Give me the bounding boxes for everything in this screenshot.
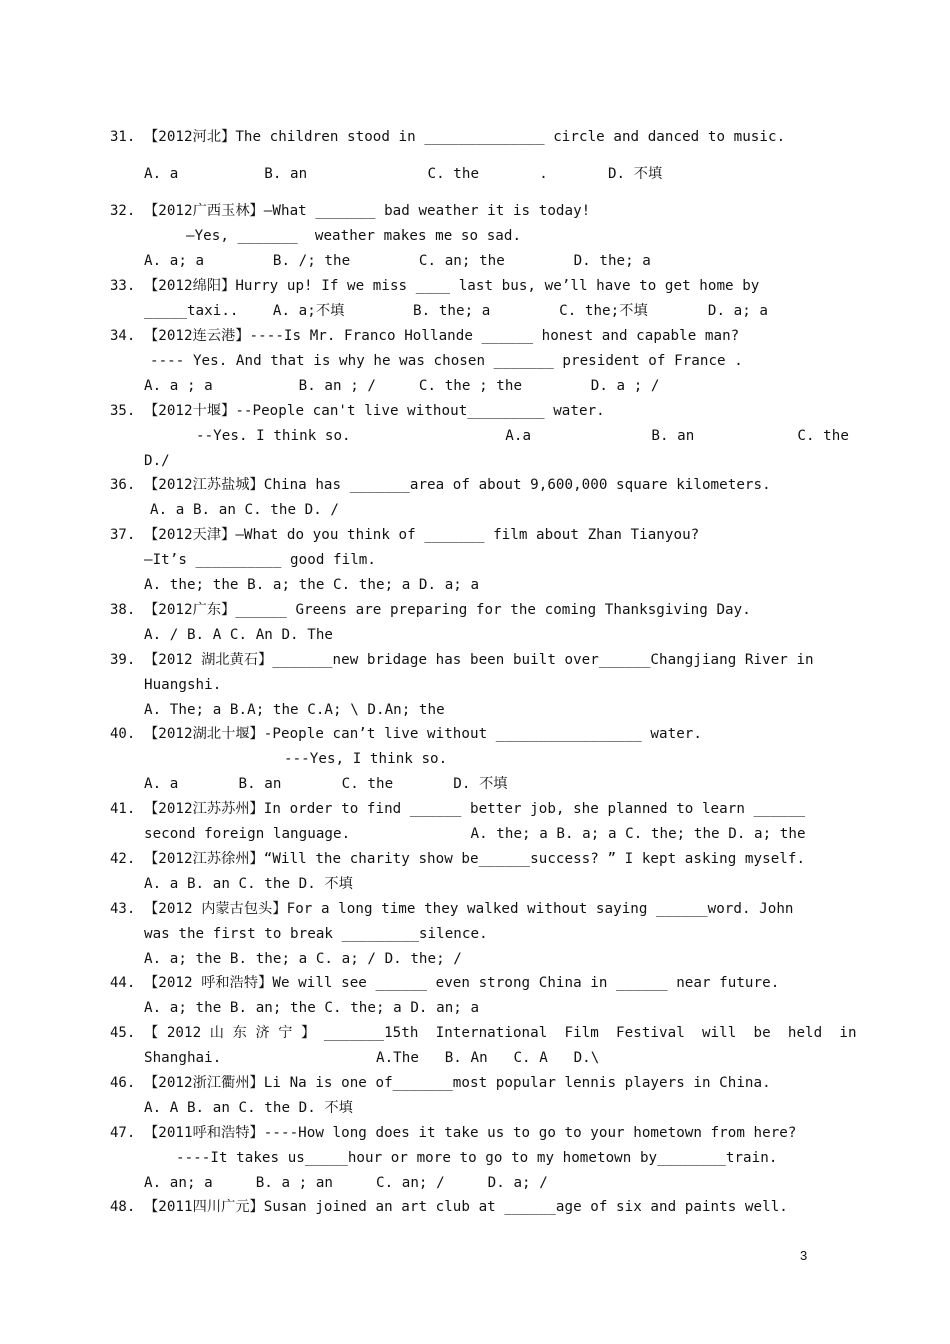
- question-number: 41.: [110, 801, 136, 817]
- question-text: 【2012河北】The children stood in ______________ circle and danced to music.: [144, 129, 786, 145]
- question-text: 【2012天津】—What do you think of _______ film about Zhan Tianyou?: [144, 527, 700, 543]
- question-line: Shanghai. A.The B. An C. A D.\: [144, 1050, 600, 1066]
- question-line: A. a; a B. /; the C. an; the D. the; a: [144, 253, 651, 269]
- question-text: 【2012广东】______ Greens are preparing for the coming Thanksgiving Day.: [144, 602, 751, 618]
- question-number: 39.: [110, 652, 136, 668]
- question-line: A. the; the B. a; the C. the; a D. a; a: [144, 577, 480, 593]
- question-text: 【2012湖北十堰】-People can’t live without _________________ water.: [144, 726, 702, 742]
- question-line: D./: [144, 453, 170, 469]
- question-number: 45.: [110, 1025, 136, 1041]
- question-line: A. a; the B. an; the C. the; a D. an; a: [144, 1000, 480, 1016]
- question-line: was the first to break _________silence.: [144, 926, 488, 942]
- question-number: 38.: [110, 602, 136, 618]
- question-number: 40.: [110, 726, 136, 742]
- question-line: A. The; a B.A; the C.A; \ D.An; the: [144, 702, 445, 718]
- question-line: A. a ; a B. an ; / C. the ; the D. a ; /: [144, 378, 660, 394]
- question-number: 32.: [110, 203, 136, 219]
- question-line: A. a B. an C. the . D. 不填: [144, 166, 663, 182]
- question-line: —Yes, _______ weather makes me so sad.: [186, 228, 522, 244]
- question-line: A. an; a B. a ; an C. an; / D. a; /: [144, 1175, 548, 1191]
- question-line: _____taxi.. A. a;不填 B. the; a C. the;不填 D. a; a: [144, 303, 768, 319]
- question-number: 48.: [110, 1199, 136, 1215]
- question-text: 【2012江苏徐州】“Will the charity show be______success? ” I kept asking myself.: [144, 851, 806, 867]
- question-line: ---Yes, I think so.: [284, 751, 448, 767]
- question-text: 【2012 湖北黄石】_______new bridage has been built over______Changjiang River in: [144, 652, 814, 668]
- question-number: 34.: [110, 328, 136, 344]
- question-number: 43.: [110, 901, 136, 917]
- question-number: 42.: [110, 851, 136, 867]
- question-text: 【2012 内蒙古包头】For a long time they walked without saying ______word. John: [144, 901, 794, 917]
- question-line: A. a B. an C. the D. 不填: [144, 776, 508, 792]
- question-number: 33.: [110, 278, 136, 294]
- question-number: 36.: [110, 477, 136, 493]
- question-line: A. / B. A C. An D. The: [144, 627, 334, 643]
- question-text: 【2011呼和浩特】----How long does it take us to go to your hometown from here?: [144, 1125, 797, 1141]
- question-text: 【2012十堰】--People can't live without_________ water.: [144, 403, 605, 419]
- question-line: ----It takes us_____hour or more to go to my hometown by________train.: [176, 1150, 778, 1166]
- question-number: 44.: [110, 975, 136, 991]
- question-number: 46.: [110, 1075, 136, 1091]
- question-line: A. a B. an C. the D. /: [150, 502, 340, 518]
- question-text: 【2012连云港】----Is Mr. Franco Hollande ______ honest and capable man?: [144, 328, 740, 344]
- question-line: —It’s __________ good film.: [144, 552, 376, 568]
- question-line: ---- Yes. And that is why he was chosen _______ president of France .: [150, 353, 743, 369]
- question-text: 【2012江苏盐城】China has _______area of about 9,600,000 square kilometers.: [144, 477, 771, 493]
- question-text: 【2012绵阳】Hurry up! If we miss ____ last bus, we’ll have to get home by: [144, 278, 760, 294]
- question-text: 【2012 呼和浩特】We will see ______ even strong China in ______ near future.: [144, 975, 780, 991]
- question-text: 【2011四川广元】Susan joined an art club at ______age of six and paints well.: [144, 1199, 788, 1215]
- question-line: A. A B. an C. the D. 不填: [144, 1100, 353, 1116]
- question-line: Huangshi.: [144, 677, 222, 693]
- question-line: A. a; the B. the; a C. a; / D. the; /: [144, 951, 462, 967]
- question-text: 【2012浙江衢州】Li Na is one of_______most popular lennis players in China.: [144, 1075, 771, 1091]
- question-text: 【2012江苏苏州】In order to find ______ better job, she planned to learn ______: [144, 801, 806, 817]
- question-text: 【2012广西玉林】—What _______ bad weather it is today!: [144, 203, 591, 219]
- page-number: 3: [800, 1248, 808, 1263]
- question-number: 35.: [110, 403, 136, 419]
- question-text: 【 2012 山 东 济 宁 】 _______15th International Film Festival will be held in: [144, 1025, 857, 1041]
- question-number: 31.: [110, 129, 136, 145]
- question-number: 47.: [110, 1125, 136, 1141]
- question-line: A. a B. an C. the D. 不填: [144, 876, 353, 892]
- question-number: 37.: [110, 527, 136, 543]
- question-line: --Yes. I think so. A.a B. an C. the: [196, 428, 849, 444]
- question-line: second foreign language. A. the; a B. a; a C. the; the D. a; the: [144, 826, 806, 842]
